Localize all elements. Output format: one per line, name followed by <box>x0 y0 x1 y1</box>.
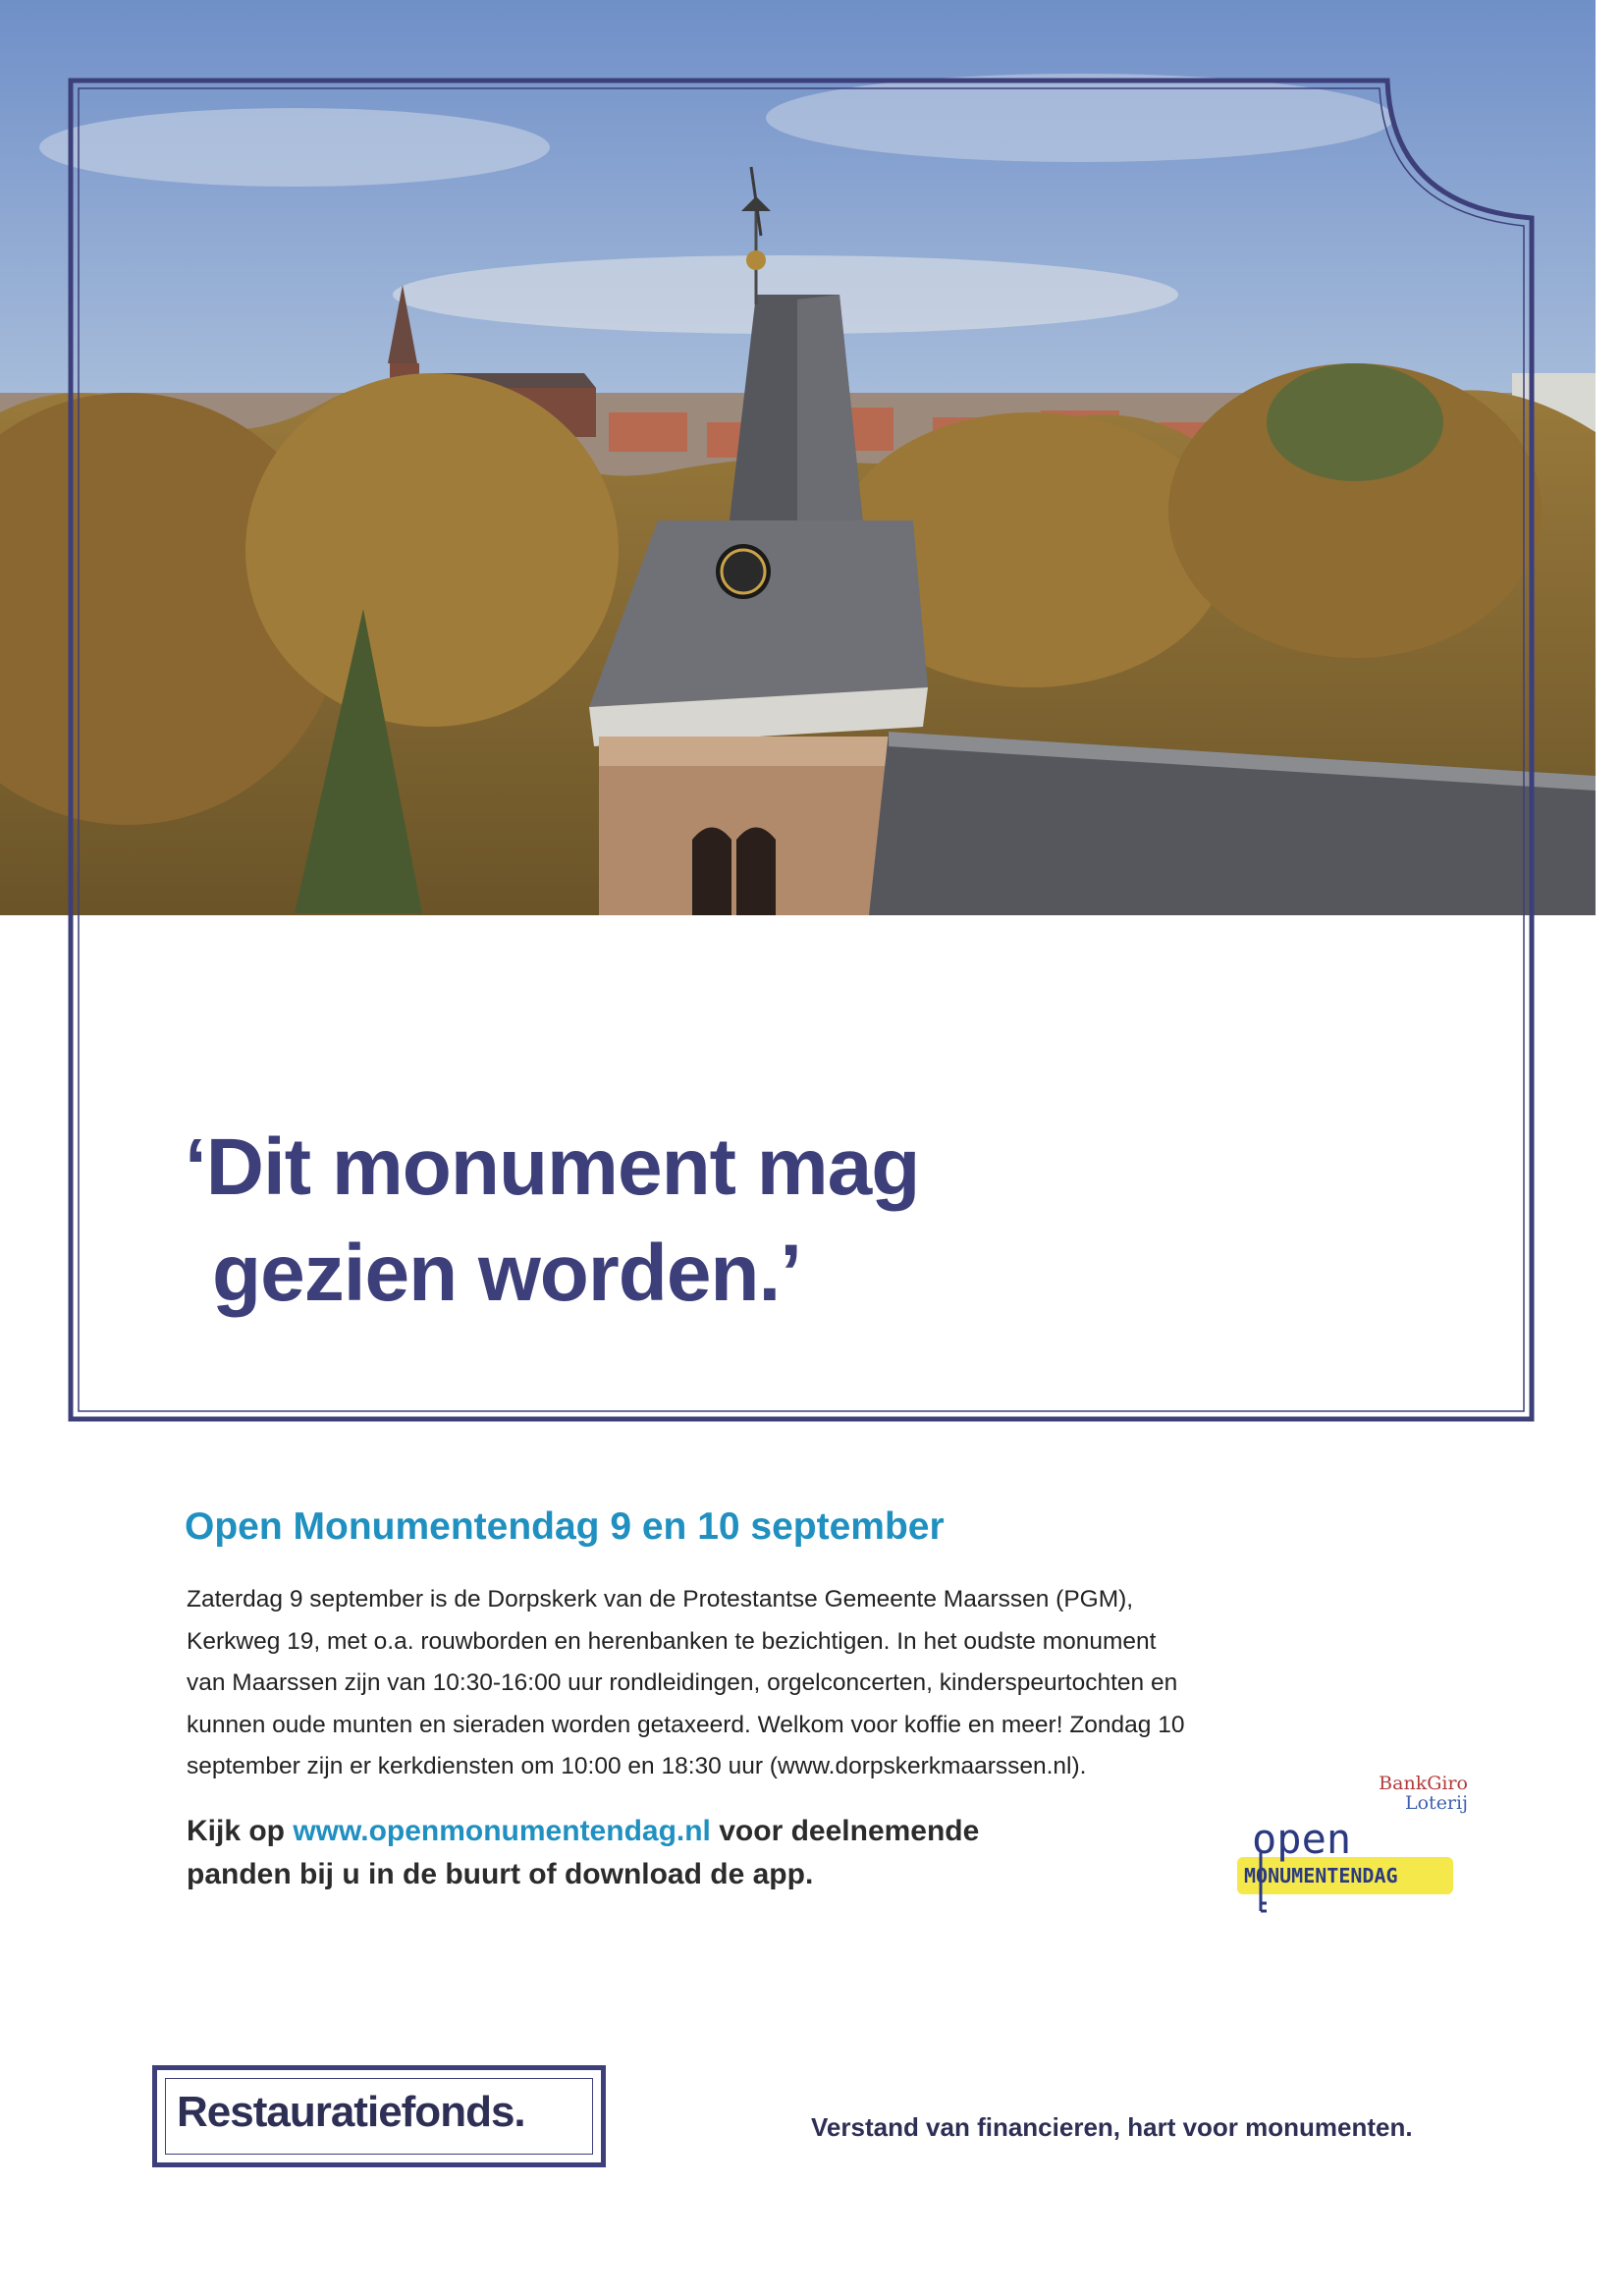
quote-line-1: ‘Dit monument mag <box>185 1122 920 1212</box>
event-body-line: Kerkweg 19, met o.a. rouwborden en herenbanken te bezichtigen. In het oudste monument <box>187 1627 1157 1655</box>
quote-line-2: gezien worden.’ <box>212 1229 802 1318</box>
restauratiefonds-logo <box>152 2065 606 2167</box>
event-title: Open Monumentendag 9 en 10 september <box>185 1505 945 1548</box>
logo-monumentendag-text: MONUMENTENDAG <box>1244 1864 1398 1887</box>
cta-prefix: Kijk op <box>187 1815 294 1847</box>
footer-tagline: Verstand van financieren, hart voor monumenten. <box>811 2112 1413 2142</box>
event-body-line: september zijn er kerkdiensten om 10:00 en 18:30 uur (www.dorpskerkmaarssen.nl). <box>187 1753 1087 1779</box>
headline-quote <box>185 1115 919 1327</box>
event-body-line: van Maarssen zijn van 10:30-16:00 uur rondleidingen, orgelconcerten, kinderspeurtochten en <box>187 1669 1178 1696</box>
website-link[interactable]: www.openmonumentendag.nl <box>293 1815 711 1847</box>
bankgiro-loterij-logo <box>1379 1774 1468 1813</box>
event-body-line: kunnen oude munten en sieraden worden getaxeerd. Welkom voor koffie en meer! Zondag 10 <box>187 1711 1185 1738</box>
hero-photo <box>0 0 1596 915</box>
cta-suffix: voor deelnemende <box>710 1815 980 1847</box>
restauratiefonds-text: Restauratiefonds. <box>177 2088 525 2136</box>
open-monumentendag-logo <box>1232 1774 1468 1921</box>
event-body-line: Zaterdag 9 september is de Dorpskerk van de Protestantse Gemeente Maarssen (PGM), <box>187 1586 1134 1613</box>
event-description <box>187 1579 1296 1788</box>
bankgiro-text: BankGiro <box>1379 1773 1468 1794</box>
cta-line-2: panden bij u in de buurt of download de app. <box>187 1858 814 1890</box>
loterij-text: Loterij <box>1405 1792 1468 1814</box>
logo-open-text: open <box>1252 1815 1352 1863</box>
call-to-action <box>187 1810 1149 1896</box>
key-icon <box>1254 1852 1268 1921</box>
